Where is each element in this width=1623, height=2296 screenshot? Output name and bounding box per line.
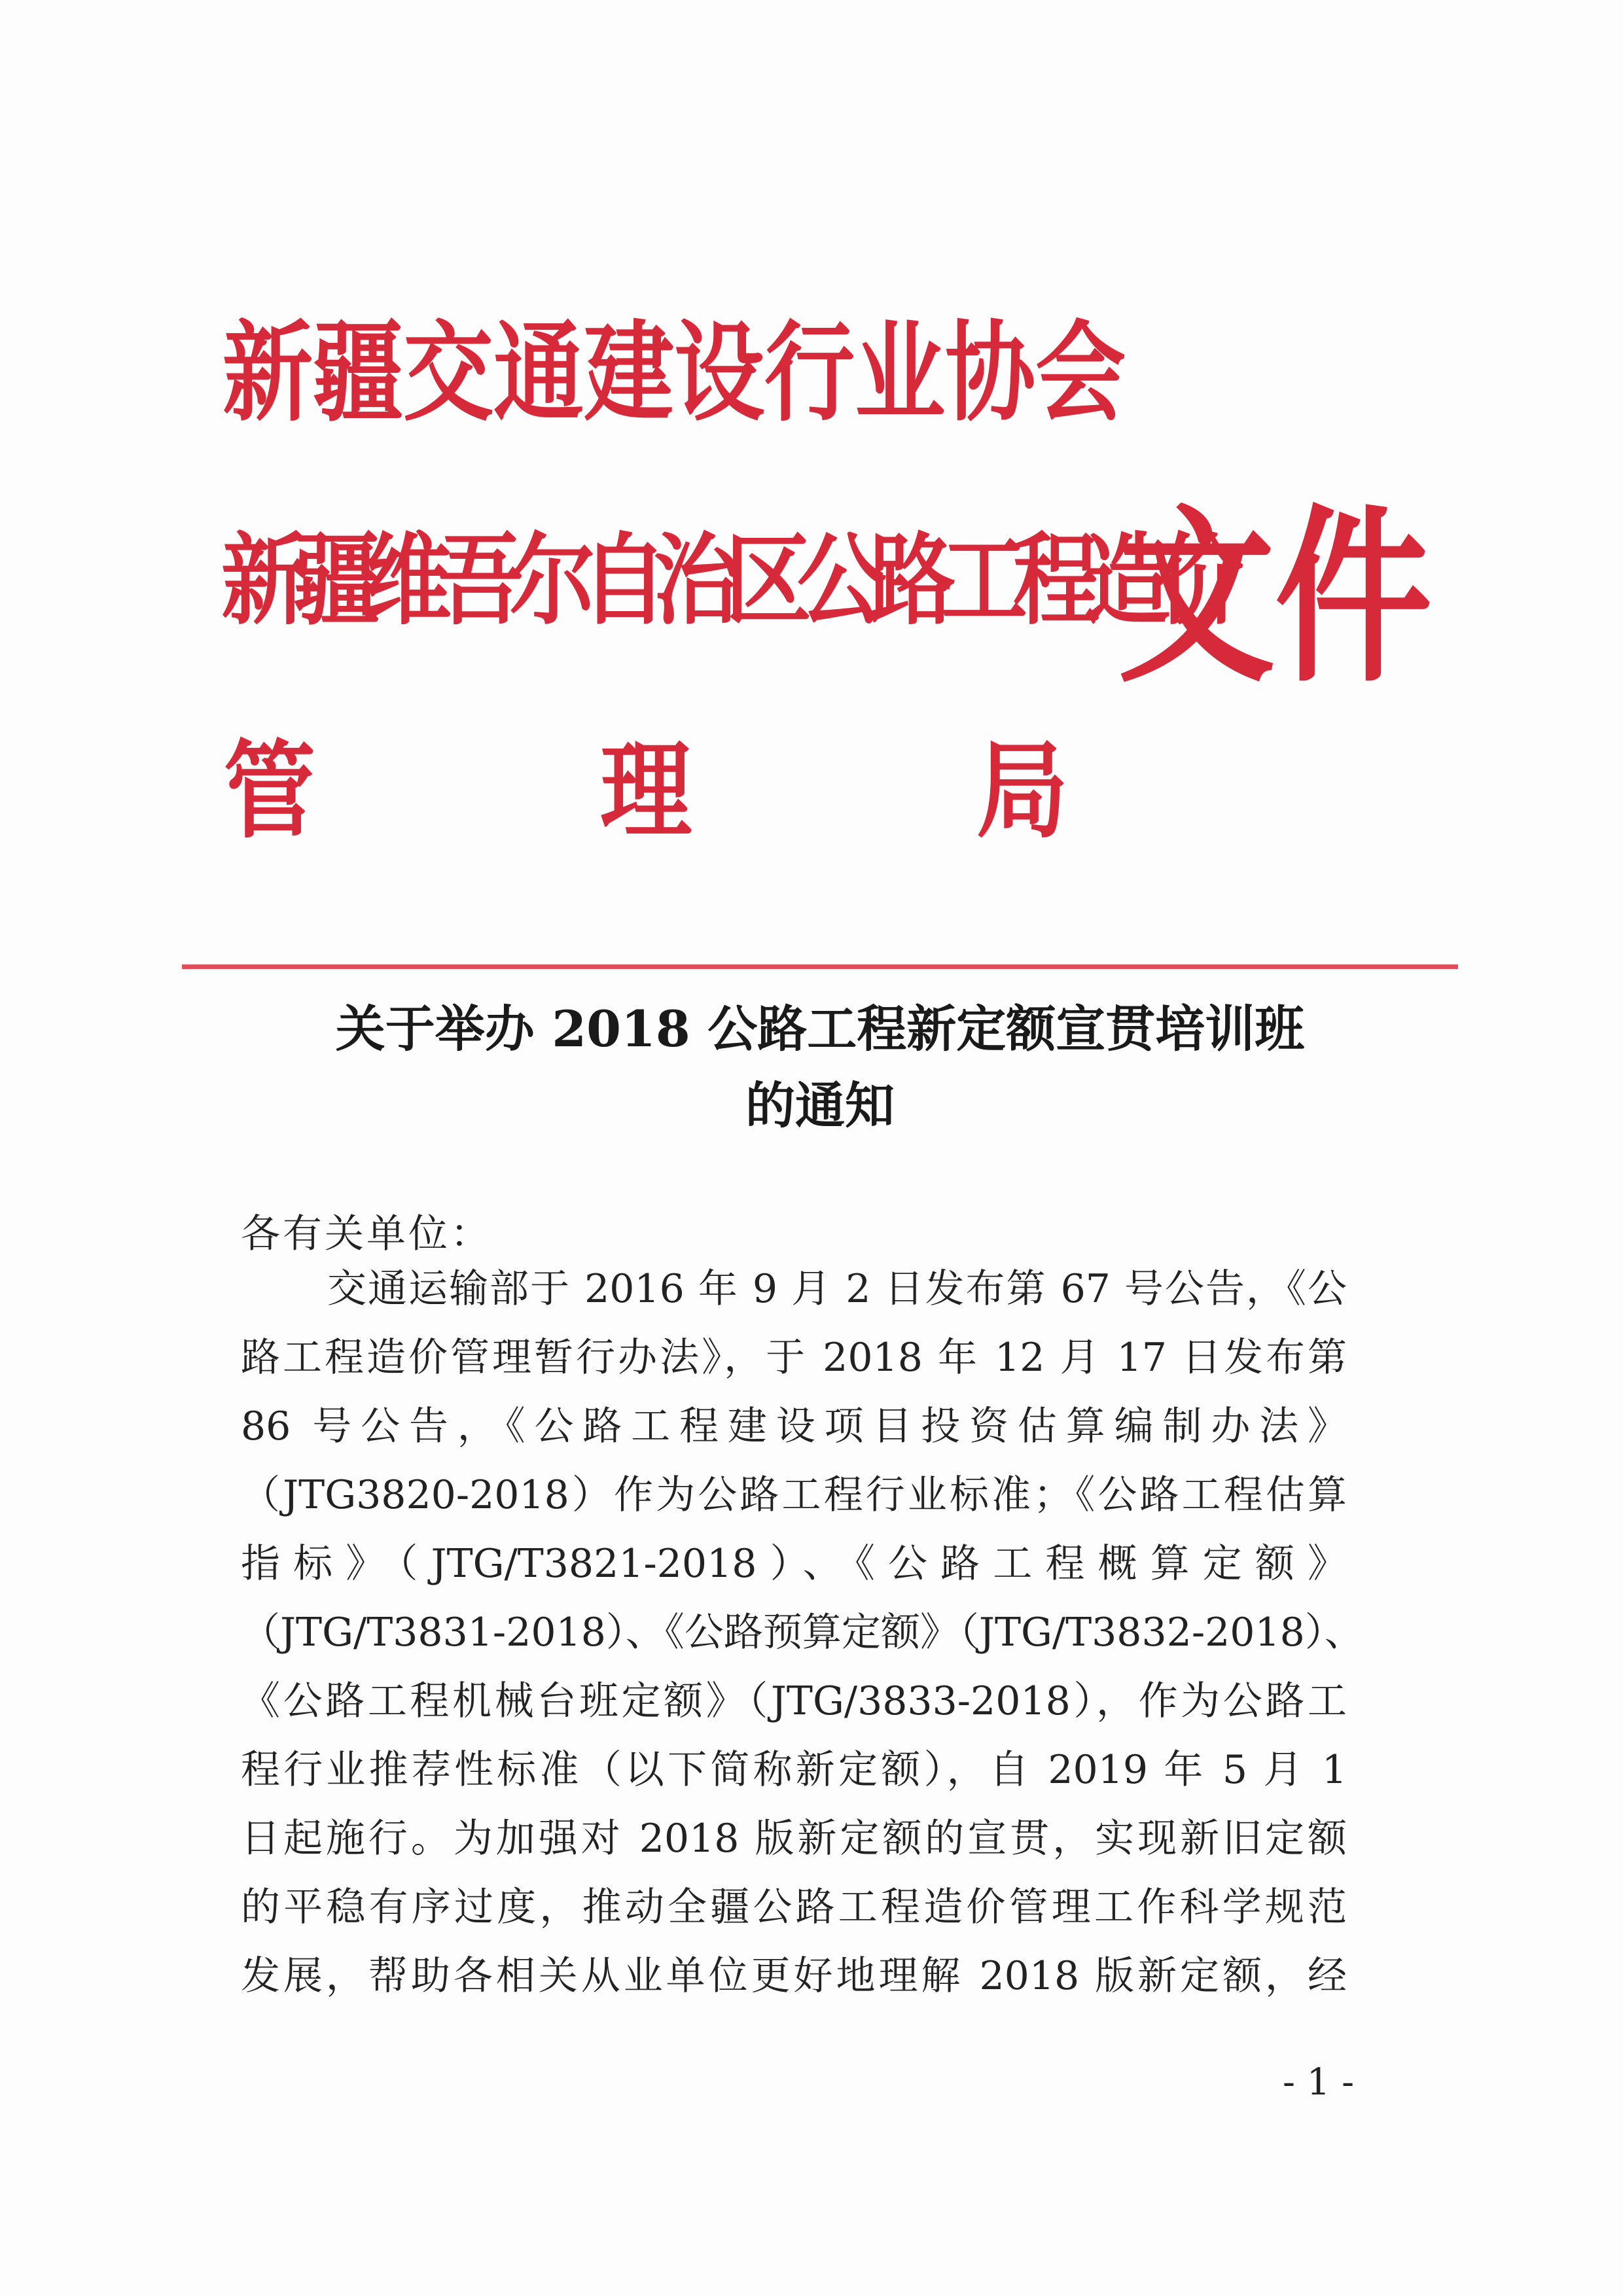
issuer-char: 会 <box>1035 309 1126 436</box>
issuer-name-line-1 <box>223 309 1126 436</box>
issuer-char: 协 <box>945 309 1036 436</box>
body-text-line: 的平稳有序过度，推动全疆公路工程造价管理工作科学规范 <box>241 1884 1347 1930</box>
issuer-char: 局 <box>976 730 1068 853</box>
salutation: 各有关单位： <box>241 1211 492 1257</box>
body-text-line: 86 号公告，《公路工程建设项目投资估算编制办法》 <box>241 1404 1347 1449</box>
document-title-line-2: 的通知 <box>745 1076 895 1135</box>
document-title-line-1: 关于举办 2018 公路工程新定额宣贯培训班 <box>335 1000 1305 1058</box>
body-text-line: 《公路工程机械台班定额》（JTG/3833-2018），作为公路工 <box>241 1678 1347 1724</box>
issuer-char: 新 <box>223 309 313 436</box>
body-text-line: （JTG3820-2018）作为公路工程行业标准；《公路工程估算 <box>241 1472 1347 1518</box>
page-number: - 1 - <box>1283 2061 1355 2104</box>
issuer-char: 行 <box>764 309 855 436</box>
body-text-line: 路工程造价管理暂行办法》，于 2018 年 12 月 17 日发布第 <box>241 1335 1347 1381</box>
body-text-line: 交通运输部于 2016 年 9 月 2 日发布第 67 号公告，《公 <box>327 1266 1347 1312</box>
issuer-char: 通 <box>493 309 584 436</box>
body-text-line: 程行业推荐性标准（以下简称新定额），自 2019 年 5 月 1 <box>241 1747 1347 1793</box>
issuer-char: 建 <box>584 309 675 436</box>
issuer-name-line-3 <box>224 730 1068 853</box>
issuer-char: 管 <box>224 730 316 853</box>
issuer-char: 设 <box>674 309 765 436</box>
issuer-char: 业 <box>855 309 946 436</box>
issuer-char: 交 <box>403 309 494 436</box>
body-text-line: 日起施行。为加强对 2018 版新定额的宣贯，实现新旧定额 <box>241 1816 1347 1862</box>
body-text-line: （JTG/T3831-2018）、《公路预算定额》（JTG/T3832-2018）、 <box>241 1610 1364 1655</box>
red-header-divider <box>182 964 1458 969</box>
issuer-char: 理 <box>599 730 692 853</box>
document-type-label: 文件 <box>1118 488 1433 708</box>
body-text-line: 指标》（JTG/T3821-2018）、《公路工程概算定额》 <box>241 1541 1347 1587</box>
issuer-name-line-2: 新疆维吾尔自治区公路工程造价 <box>221 523 1229 639</box>
issuer-char: 疆 <box>313 309 404 436</box>
body-text-line: 发展，帮助各相关从业单位更好地理解 2018 版新定额，经 <box>241 1953 1347 1999</box>
